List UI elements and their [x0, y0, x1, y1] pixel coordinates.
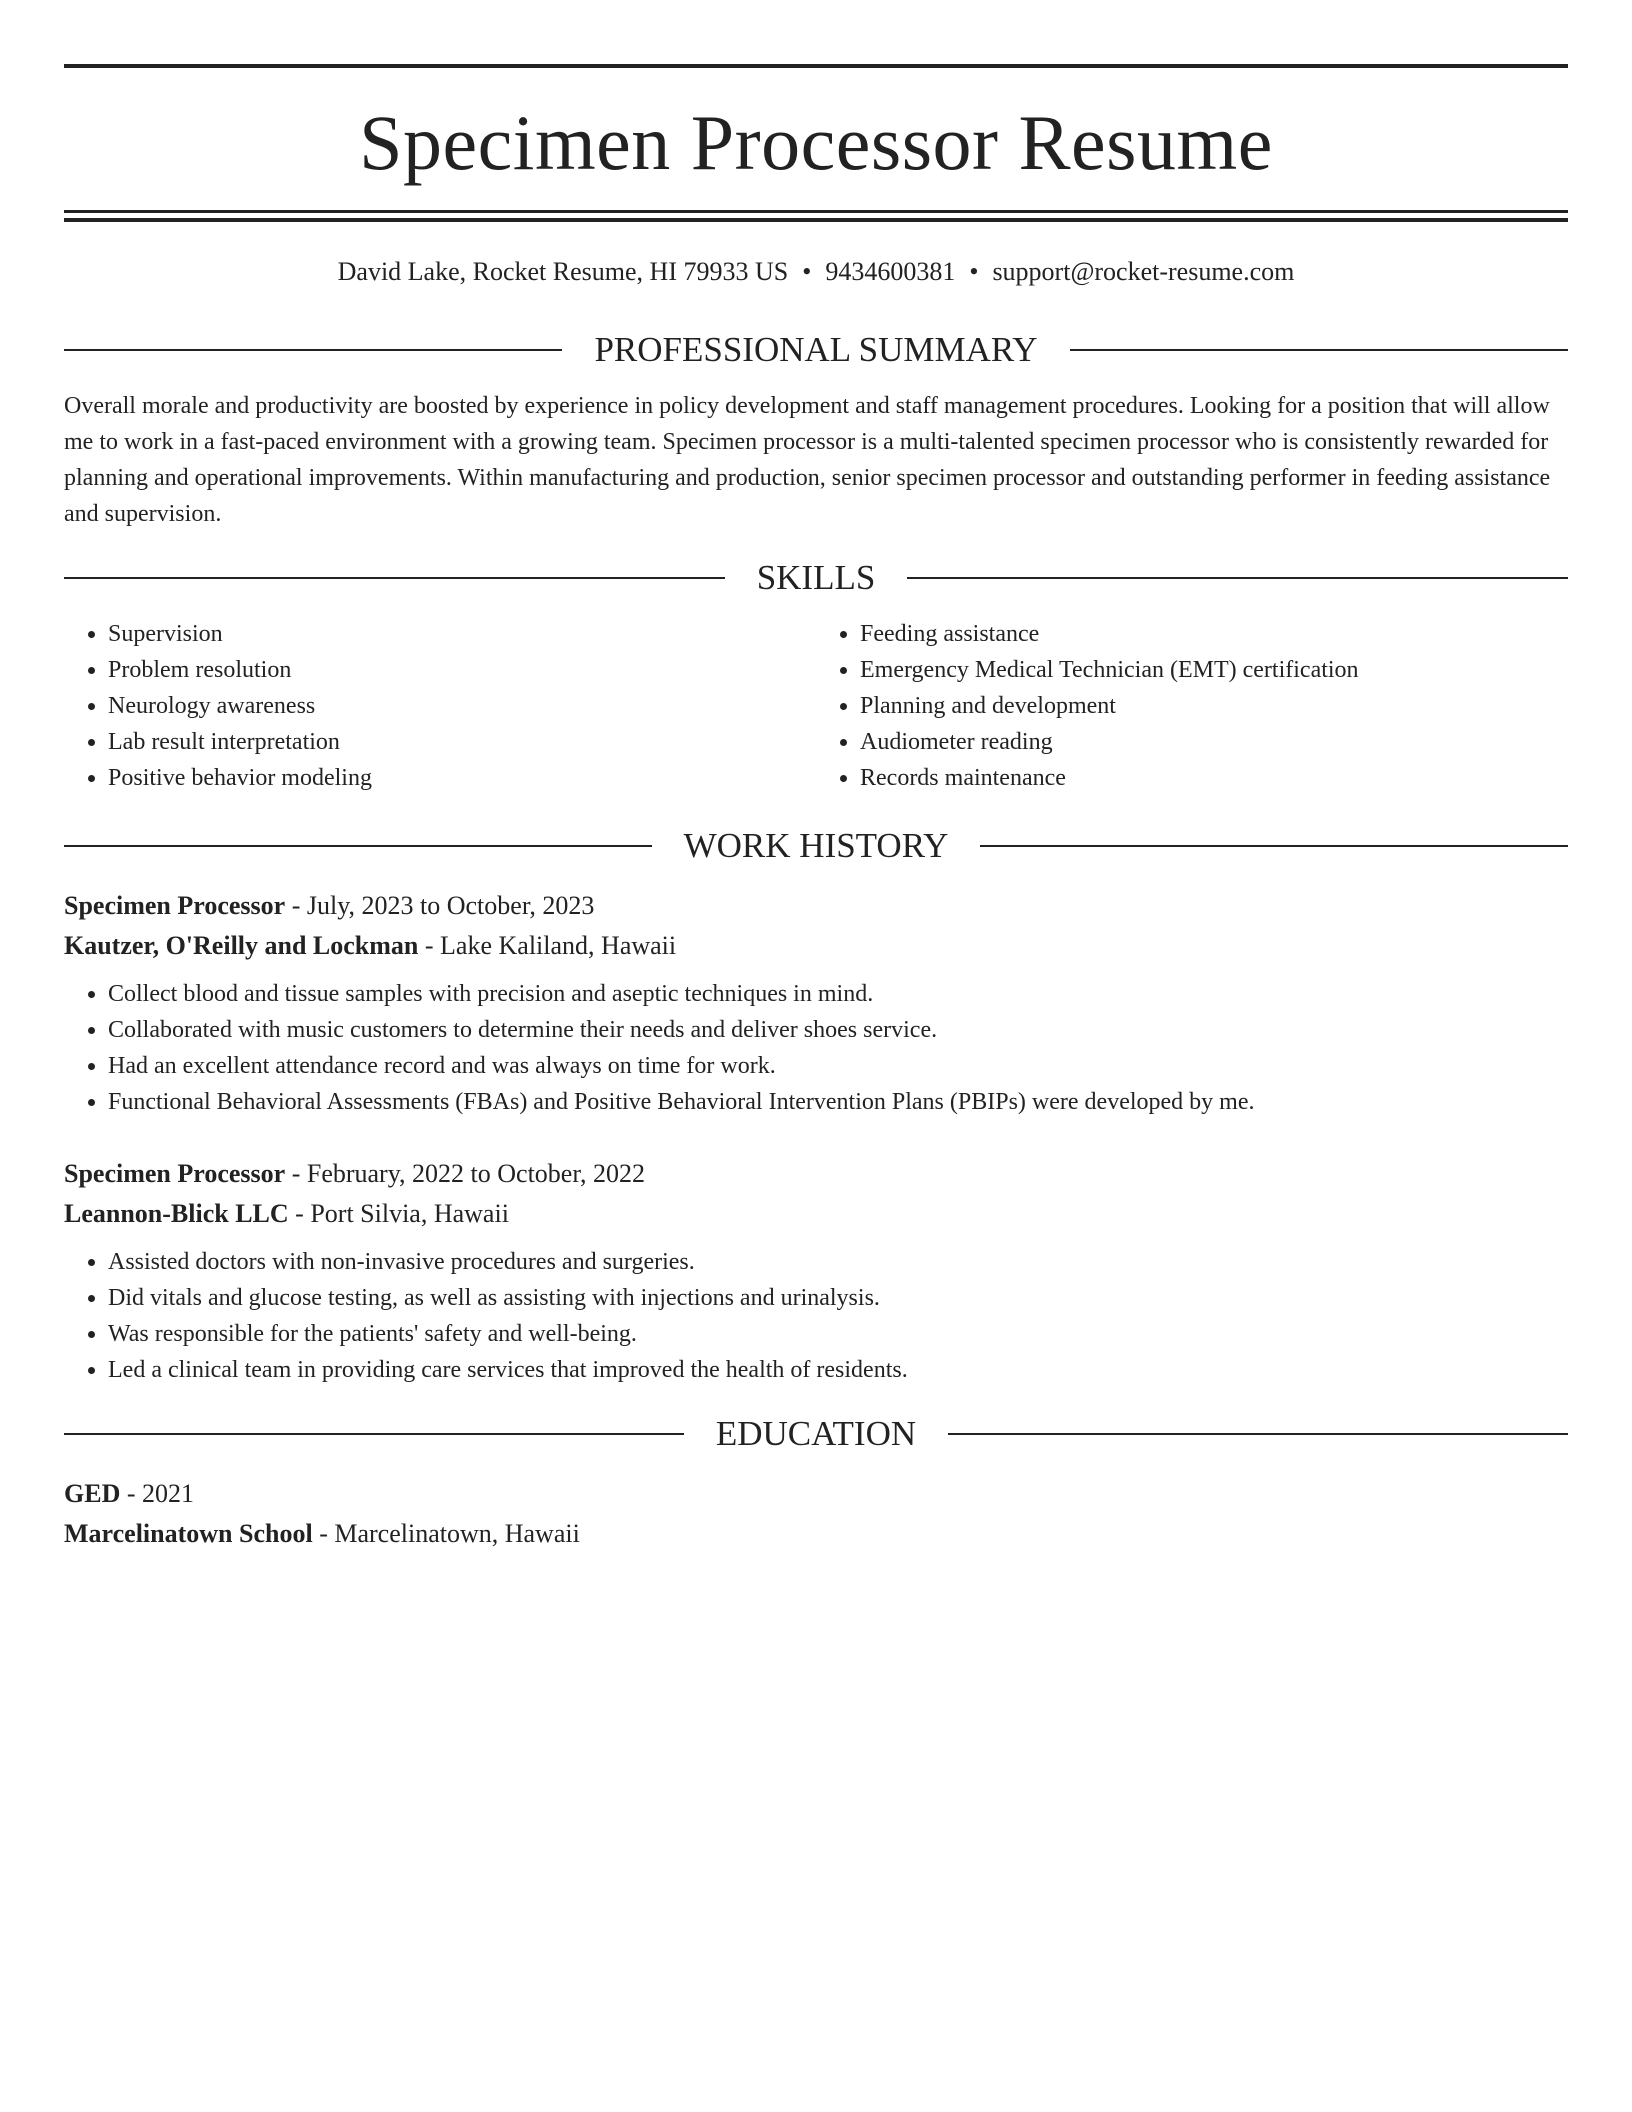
education-school-line [64, 1514, 1568, 1554]
education-heading: EDUCATION [715, 1414, 917, 1453]
job-title: Specimen Processor [64, 1159, 286, 1188]
job-bullet: • Collaborated with music customers to determine their needs and deliver shoes service. [108, 1012, 1568, 1048]
heading-rule-right [948, 1433, 1568, 1435]
heading-rule-right [980, 845, 1568, 847]
heading-rule-left [64, 577, 725, 579]
contact-separator: • [969, 257, 979, 286]
heading-rule-right [1070, 349, 1568, 351]
skill-item: • Positive behavior modeling [108, 760, 816, 796]
contact-phone: 9434600381 [825, 257, 956, 286]
top-rule [64, 64, 1568, 68]
job-dates: - July, 2023 to October, 2023 [285, 891, 595, 920]
job-company-line [64, 926, 1568, 966]
job-location: - Port Silvia, Hawaii [288, 1199, 509, 1228]
skill-item: • Neurology awareness [108, 688, 816, 724]
job-bullet: • Led a clinical team in providing care services that improved the health of residents. [108, 1352, 1568, 1388]
skill-item: • Problem resolution [108, 652, 816, 688]
job-location: - Lake Kaliland, Hawaii [418, 931, 677, 960]
job-entry [64, 886, 1568, 1120]
job-bullet: • Did vitals and glucose testing, as well as assisting with injections and urinalysis. [108, 1280, 1568, 1316]
education-degree-line [64, 1474, 1568, 1514]
skills-section-heading [64, 558, 1568, 598]
skills-heading: SKILLS [756, 558, 876, 597]
job-bullet: • Functional Behavioral Assessments (FBAs) and Positive Behavioral Intervention Plans (PBIPs) were developed by me. [108, 1084, 1568, 1120]
skill-item: • Records maintenance [860, 760, 1568, 796]
contact-separator: • [802, 257, 812, 286]
job-dates: - February, 2022 to October, 2022 [285, 1159, 645, 1188]
job-bullets [64, 1244, 1568, 1388]
education-year: - 2021 [120, 1479, 195, 1508]
summary-section-heading [64, 330, 1568, 370]
skill-item: • Audiometer reading [860, 724, 1568, 760]
education-section-heading [64, 1414, 1568, 1454]
job-title-line [64, 886, 1568, 926]
skill-item: • Emergency Medical Technician (EMT) certification [860, 652, 1568, 688]
education-degree: GED [64, 1479, 121, 1508]
skill-item: • Lab result interpretation [108, 724, 816, 760]
job-bullet: • Assisted doctors with non-invasive procedures and surgeries. [108, 1244, 1568, 1280]
job-company: Leannon-Blick LLC [64, 1199, 289, 1228]
skills-column-left [64, 616, 816, 796]
work-section-heading [64, 826, 1568, 866]
heading-rule-right [907, 577, 1568, 579]
education-entry [64, 1474, 1568, 1554]
skill-item: • Planning and development [860, 688, 1568, 724]
contact-address: David Lake, Rocket Resume, HI 79933 US [337, 257, 789, 286]
education-school: Marcelinatown School [64, 1519, 313, 1548]
job-entry [64, 1154, 1568, 1388]
summary-heading: PROFESSIONAL SUMMARY [594, 330, 1038, 369]
job-title: Specimen Processor [64, 891, 286, 920]
work-heading: WORK HISTORY [683, 826, 949, 865]
job-company-line [64, 1194, 1568, 1234]
job-bullets [64, 976, 1568, 1120]
heading-rule-left [64, 349, 562, 351]
contact-line [64, 252, 1568, 292]
skill-item: • Supervision [108, 616, 816, 652]
job-bullet: • Collect blood and tissue samples with precision and aseptic techniques in mind. [108, 976, 1568, 1012]
education-location: - Marcelinatown, Hawaii [312, 1519, 580, 1548]
contact-email: support@rocket-resume.com [992, 257, 1295, 286]
job-bullet: • Was responsible for the patients' safety and well-being. [108, 1316, 1568, 1352]
title-double-rule [64, 210, 1568, 222]
summary-text: Overall morale and productivity are boosted by experience in policy development and staff management procedures. Looking for a position that will allow me to work in a fast-paced environment with a growing team. Specimen processor is a multi-talented specimen processor who is consistently rewarded for planning and operational improvements. Within manufacturing and production, senior specimen processor and outstanding performer in feeding assistance and supervision. [64, 393, 1551, 527]
skills-column-right [816, 616, 1568, 796]
job-bullet: • Had an excellent attendance record and was always on time for work. [108, 1048, 1568, 1084]
heading-rule-left [64, 845, 652, 847]
skills-list [64, 616, 1568, 796]
job-title-line [64, 1154, 1568, 1194]
page-title: Specimen Processor Resume [359, 99, 1273, 186]
job-company: Kautzer, O'Reilly and Lockman [64, 931, 419, 960]
skill-item: • Feeding assistance [860, 616, 1568, 652]
heading-rule-left [64, 1433, 684, 1435]
